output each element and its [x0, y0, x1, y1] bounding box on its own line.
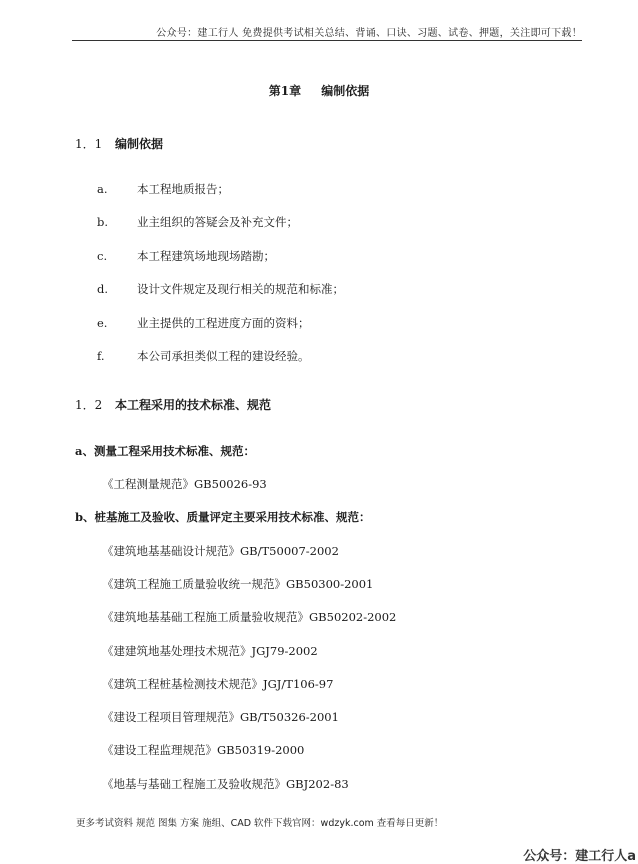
list-item-letter: b.: [97, 215, 109, 229]
list-item-letter: c.: [97, 249, 108, 263]
section-number: 1．2: [75, 398, 103, 412]
standard-item: 《建筑工程施工质量验收统一规范》GB50300-2001: [102, 577, 374, 591]
section-heading-1-1: [75, 135, 163, 152]
standard-item: 《建设工程监理规范》GB50319-2000: [102, 743, 305, 757]
section-title: 编制依据: [115, 137, 164, 151]
section-heading-1-2: [75, 396, 271, 413]
subsection-b-title: b、桩基施工及验收、质量评定主要采用技术标准、规范：: [75, 510, 371, 524]
list-item-letter: a.: [97, 182, 108, 196]
standard-item: 《建设工程项目管理规范》GB/T50326-2001: [102, 710, 339, 724]
list-item-text: 本工程建筑场地现场踏勘；: [137, 249, 275, 263]
list-item-text: 设计文件规定及现行相关的规范和标准；: [137, 282, 344, 296]
standard-item: 《工程测量规范》GB50026-93: [102, 477, 267, 491]
standard-item: 《地基与基础工程施工及验收规范》GBJ202-83: [102, 777, 349, 791]
standard-item: 《建筑工程桩基检测技术规范》JGJ/T106-97: [102, 677, 334, 691]
standard-item: 《建建筑地基处理技术规范》JGJ79-2002: [102, 644, 318, 658]
list-item-letter: f.: [97, 349, 105, 363]
list-item-text: 本公司承担类似工程的建设经验。: [137, 349, 310, 363]
standard-item: 《建筑地基基础工程施工质量验收规范》GB50202-2002: [102, 610, 397, 624]
subsection-a-title: a、测量工程采用技术标准、规范：: [75, 444, 255, 458]
section-title: 本工程采用的技术标准、规范: [115, 398, 272, 412]
list-item-letter: d.: [97, 282, 109, 296]
section-number: 1．1: [75, 137, 103, 151]
list-item: [97, 214, 298, 230]
list-item: [97, 248, 275, 264]
page-header-text: 公众号：建工行人 免费提供考试相关总结、背诵、口诀、习题、试卷、押题，关注即可下载！: [156, 28, 582, 39]
list-item-letter: e.: [97, 316, 108, 330]
list-item: [97, 281, 344, 297]
chapter-title: 第1章 编制依据: [268, 84, 370, 98]
list-item-text: 业主提供的工程进度方面的资料；: [137, 316, 310, 330]
list-item-text: 业主组织的答疑会及补充文件；: [137, 215, 298, 229]
header-divider: [72, 40, 582, 41]
list-item: [97, 315, 310, 331]
page-footer-text: 更多考试资料 规范 图集 方案 施组、CAD 软件下载官网：wdzyk.com 查看每日更新！: [76, 818, 444, 829]
list-item: [97, 348, 310, 364]
list-item: [97, 181, 229, 197]
standard-item: 《建筑地基基础设计规范》GB/T50007-2002: [102, 544, 339, 558]
list-item-text: 本工程地质报告；: [137, 182, 229, 196]
watermark-text: 公众号：建工行人a: [523, 849, 636, 864]
